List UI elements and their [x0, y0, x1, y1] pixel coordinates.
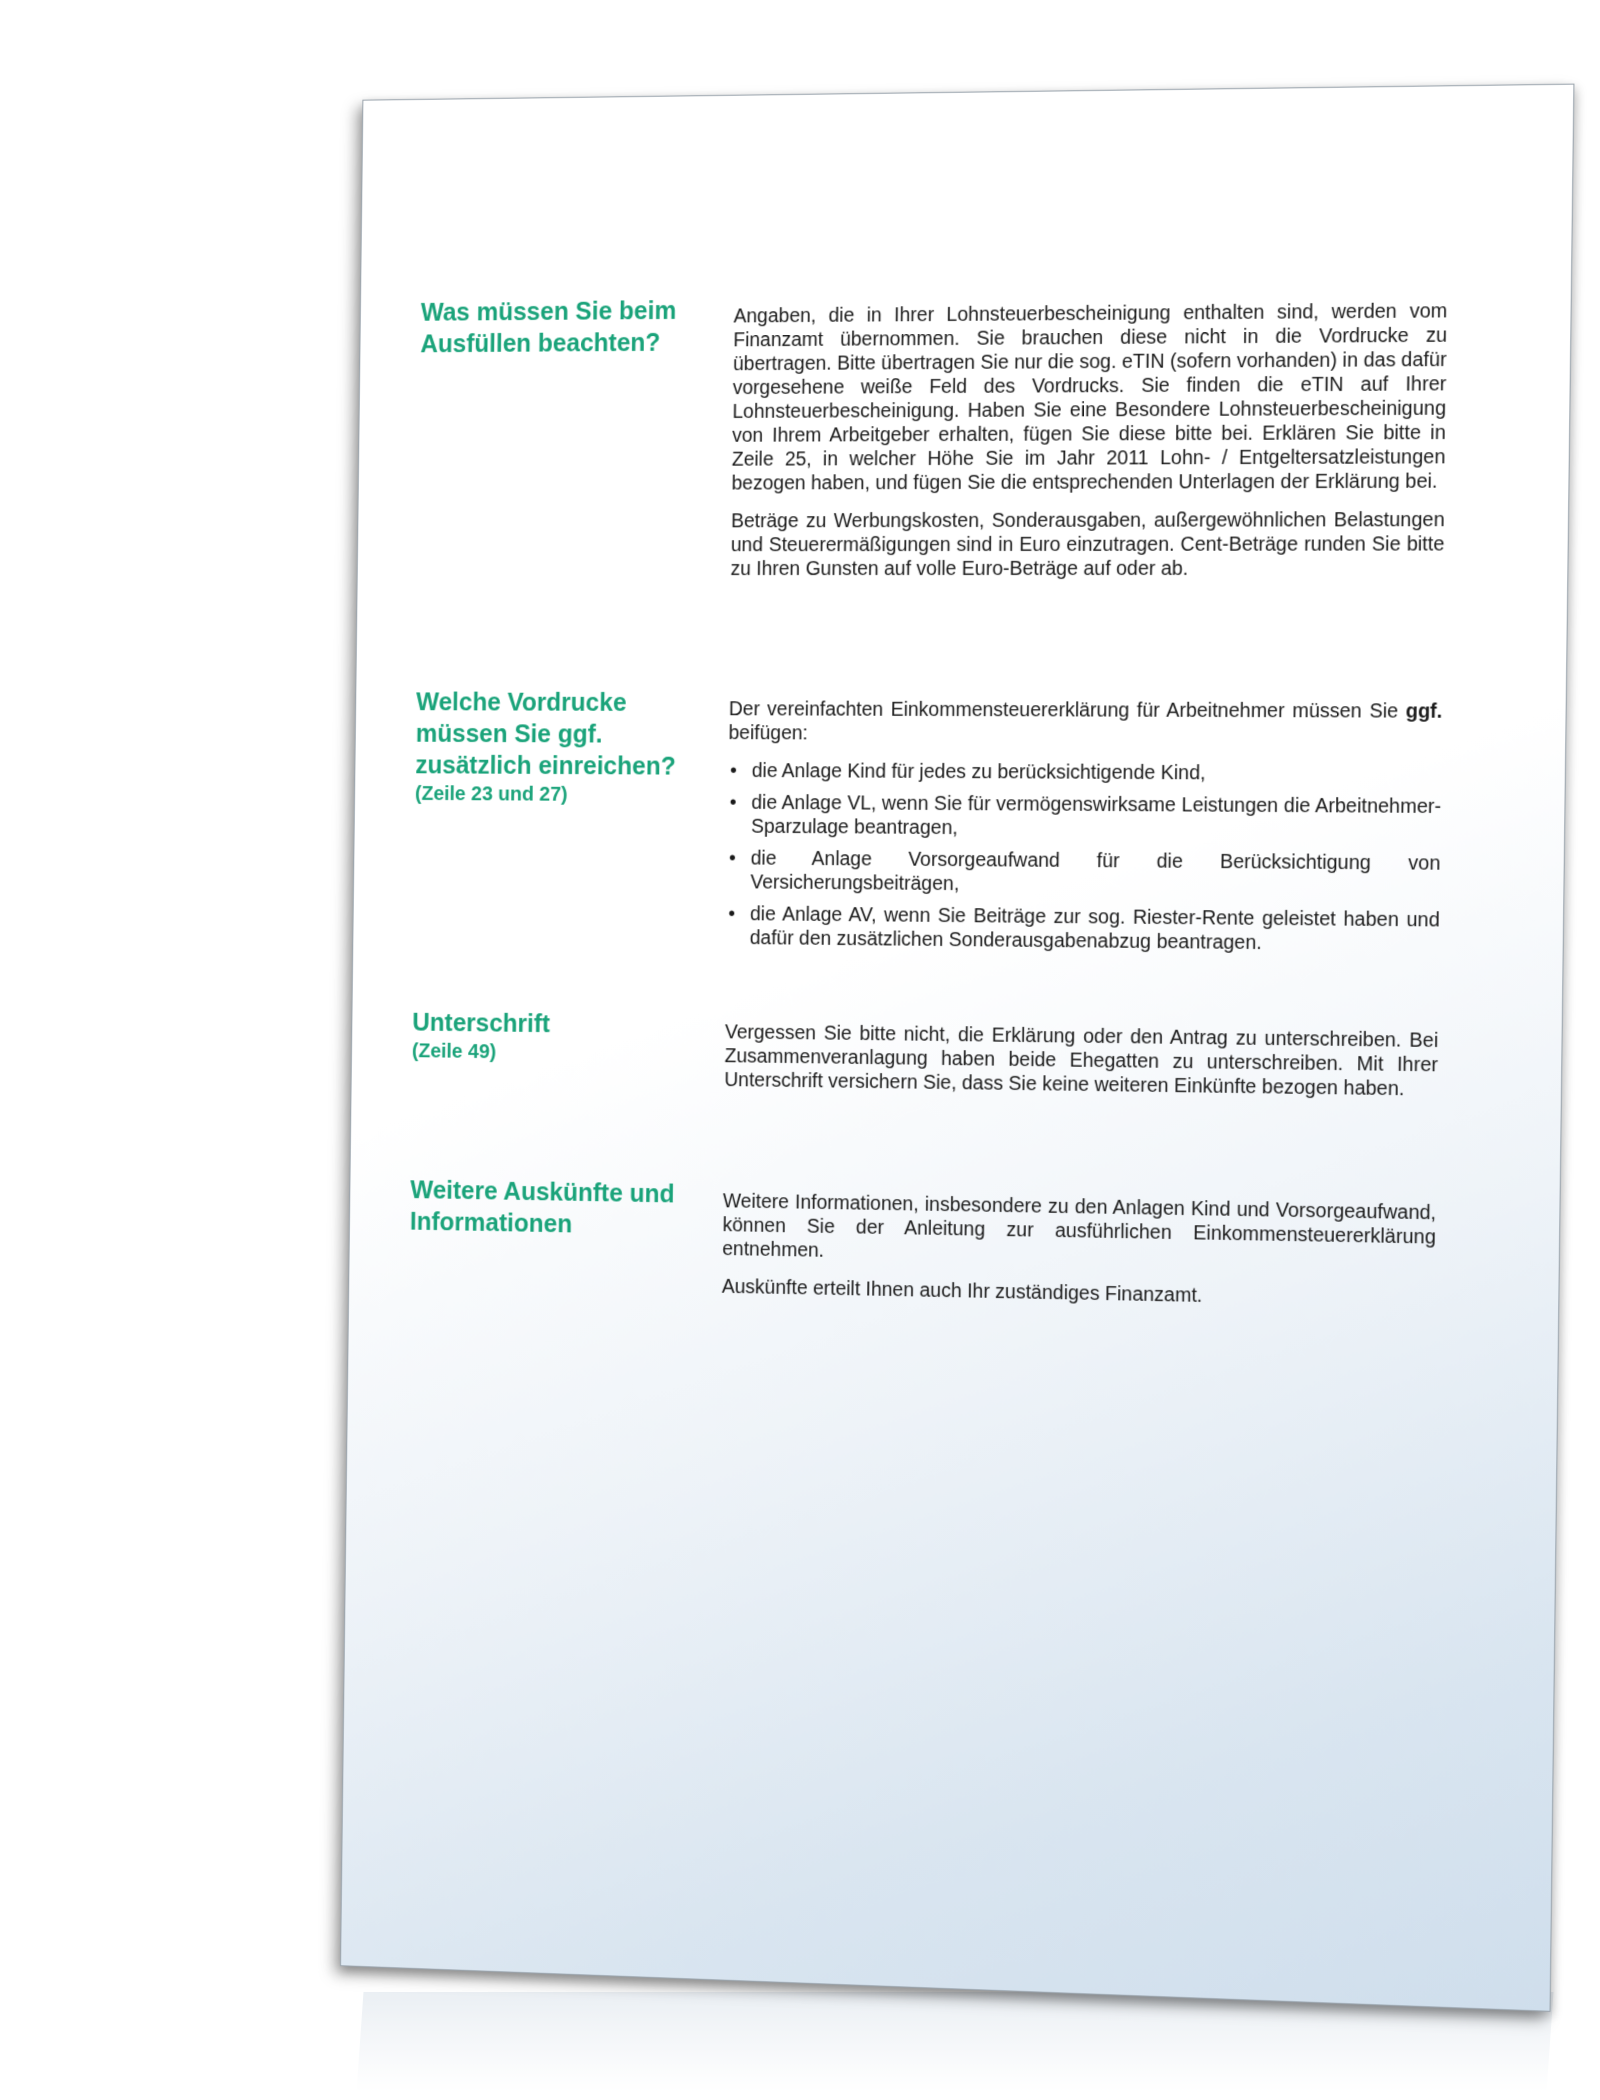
- section-heading: [412, 1007, 706, 1068]
- section-body: [722, 1189, 1437, 1326]
- heading-reference: (Zeile 49): [411, 1040, 497, 1064]
- heading-text: Unterschrift: [412, 1008, 551, 1039]
- paragraph: Beträge zu Werbungskosten, Sonderausgaben, außergewöhnlichen Belastungen und Steuerermäßigungen sind in Euro einzutragen. Cent-Beträge runden Sie bitte zu Ihren Gunsten auf volle Euro-Beträge auf oder ab.: [730, 508, 1445, 580]
- paragraph: Weitere Informationen, insbesondere zu den Anlagen Kind und Vorsorgeaufwand, können Sie der Anleitung zur ausführlichen Einkommensteuererklärung entnehmen.: [722, 1190, 1437, 1262]
- intro-text-end: beifügen:: [728, 722, 809, 745]
- list-item: • die Anlage AV, wenn Sie Beiträge zur sog. Riester-Rente geleistet haben und dafür den zusätzlichen Sonderausgabenabzug beantragen.: [726, 902, 1440, 957]
- intro-bold-text: ggf.: [1405, 700, 1443, 723]
- heading-text: Welche Vordrucke müssen Sie ggf. zusätzlich einreichen?: [415, 688, 676, 781]
- section-heading: Was müssen Sie beim Ausfüllen beachten?: [420, 297, 677, 359]
- section-heading: [415, 687, 710, 809]
- section-additional-forms: [414, 687, 1504, 955]
- page-reflection: [357, 1992, 1554, 2092]
- list-item: • die Anlage VL, wenn Sie für vermögenswirksame Leistungen die Arbeitnehmer-Sparzulage beantragen,: [727, 791, 1441, 844]
- section-body: [724, 1020, 1438, 1116]
- section-heading: Weitere Auskünfte und Informationen: [409, 1176, 675, 1239]
- paragraph: Angaben, die in Ihrer Lohnsteuerbescheinigung enthalten sind, werden vom Finanzamt übernommen. Sie brauchen diese nicht in die Vordrucke zu übertragen. Bitte übertragen Sie nur die sog. eTIN (sofern vorhanden) in das dafür vorgesehene weiße Feld des Vordrucks. Sie finden die eTIN auf Ihrer Lohnsteuerbescheinigung. Haben Sie eine Besondere Lohnsteuerbescheinigung von Ihrem Arbeitgeber erhalten, fügen Sie diese bitte bei. Erklären Sie bitte in Zeile 25, in welcher Höhe Sie im Jahr 2011 Lohn- / Entgeltersatzleistungen bezogen haben, und fügen Sie die entsprechenden Unterlagen der Erklärung bei.: [731, 300, 1448, 495]
- paragraph: Auskünfte erteilt Ihnen auch Ihr zuständiges Finanzamt.: [721, 1275, 1203, 1307]
- list-item: • die Anlage Kind für jedes zu berücksichtigende Kind,: [728, 759, 1442, 787]
- section-further-info: [409, 1174, 1497, 1307]
- section-filling-notes: [420, 289, 1509, 580]
- section-signature: [411, 1007, 1500, 1101]
- list-item: • die Anlage Vorsorgeaufwand für die Berücksichtigung von Versicherungsbeiträgen,: [727, 846, 1441, 900]
- section-body: [730, 299, 1447, 595]
- paragraph: Vergessen Sie bitte nicht, die Erklärung oder den Antrag zu unterschreiben. Bei Zusammenveranlagung haben beide Ehegatten zu unterschreiben. Mit Ihrer Unterschrift versichern Sie, dass Sie keine weiteren Einkünfte bezogen haben.: [724, 1021, 1439, 1101]
- intro-text: Der vereinfachten Einkommensteuererklärung für Arbeitnehmer müssen Sie: [728, 698, 1399, 723]
- intro-paragraph: [728, 697, 1442, 748]
- heading-reference: (Zeile 23 und 27): [414, 783, 568, 806]
- document-page: [340, 84, 1574, 2012]
- forms-list: [726, 759, 1442, 957]
- section-body: [726, 697, 1443, 965]
